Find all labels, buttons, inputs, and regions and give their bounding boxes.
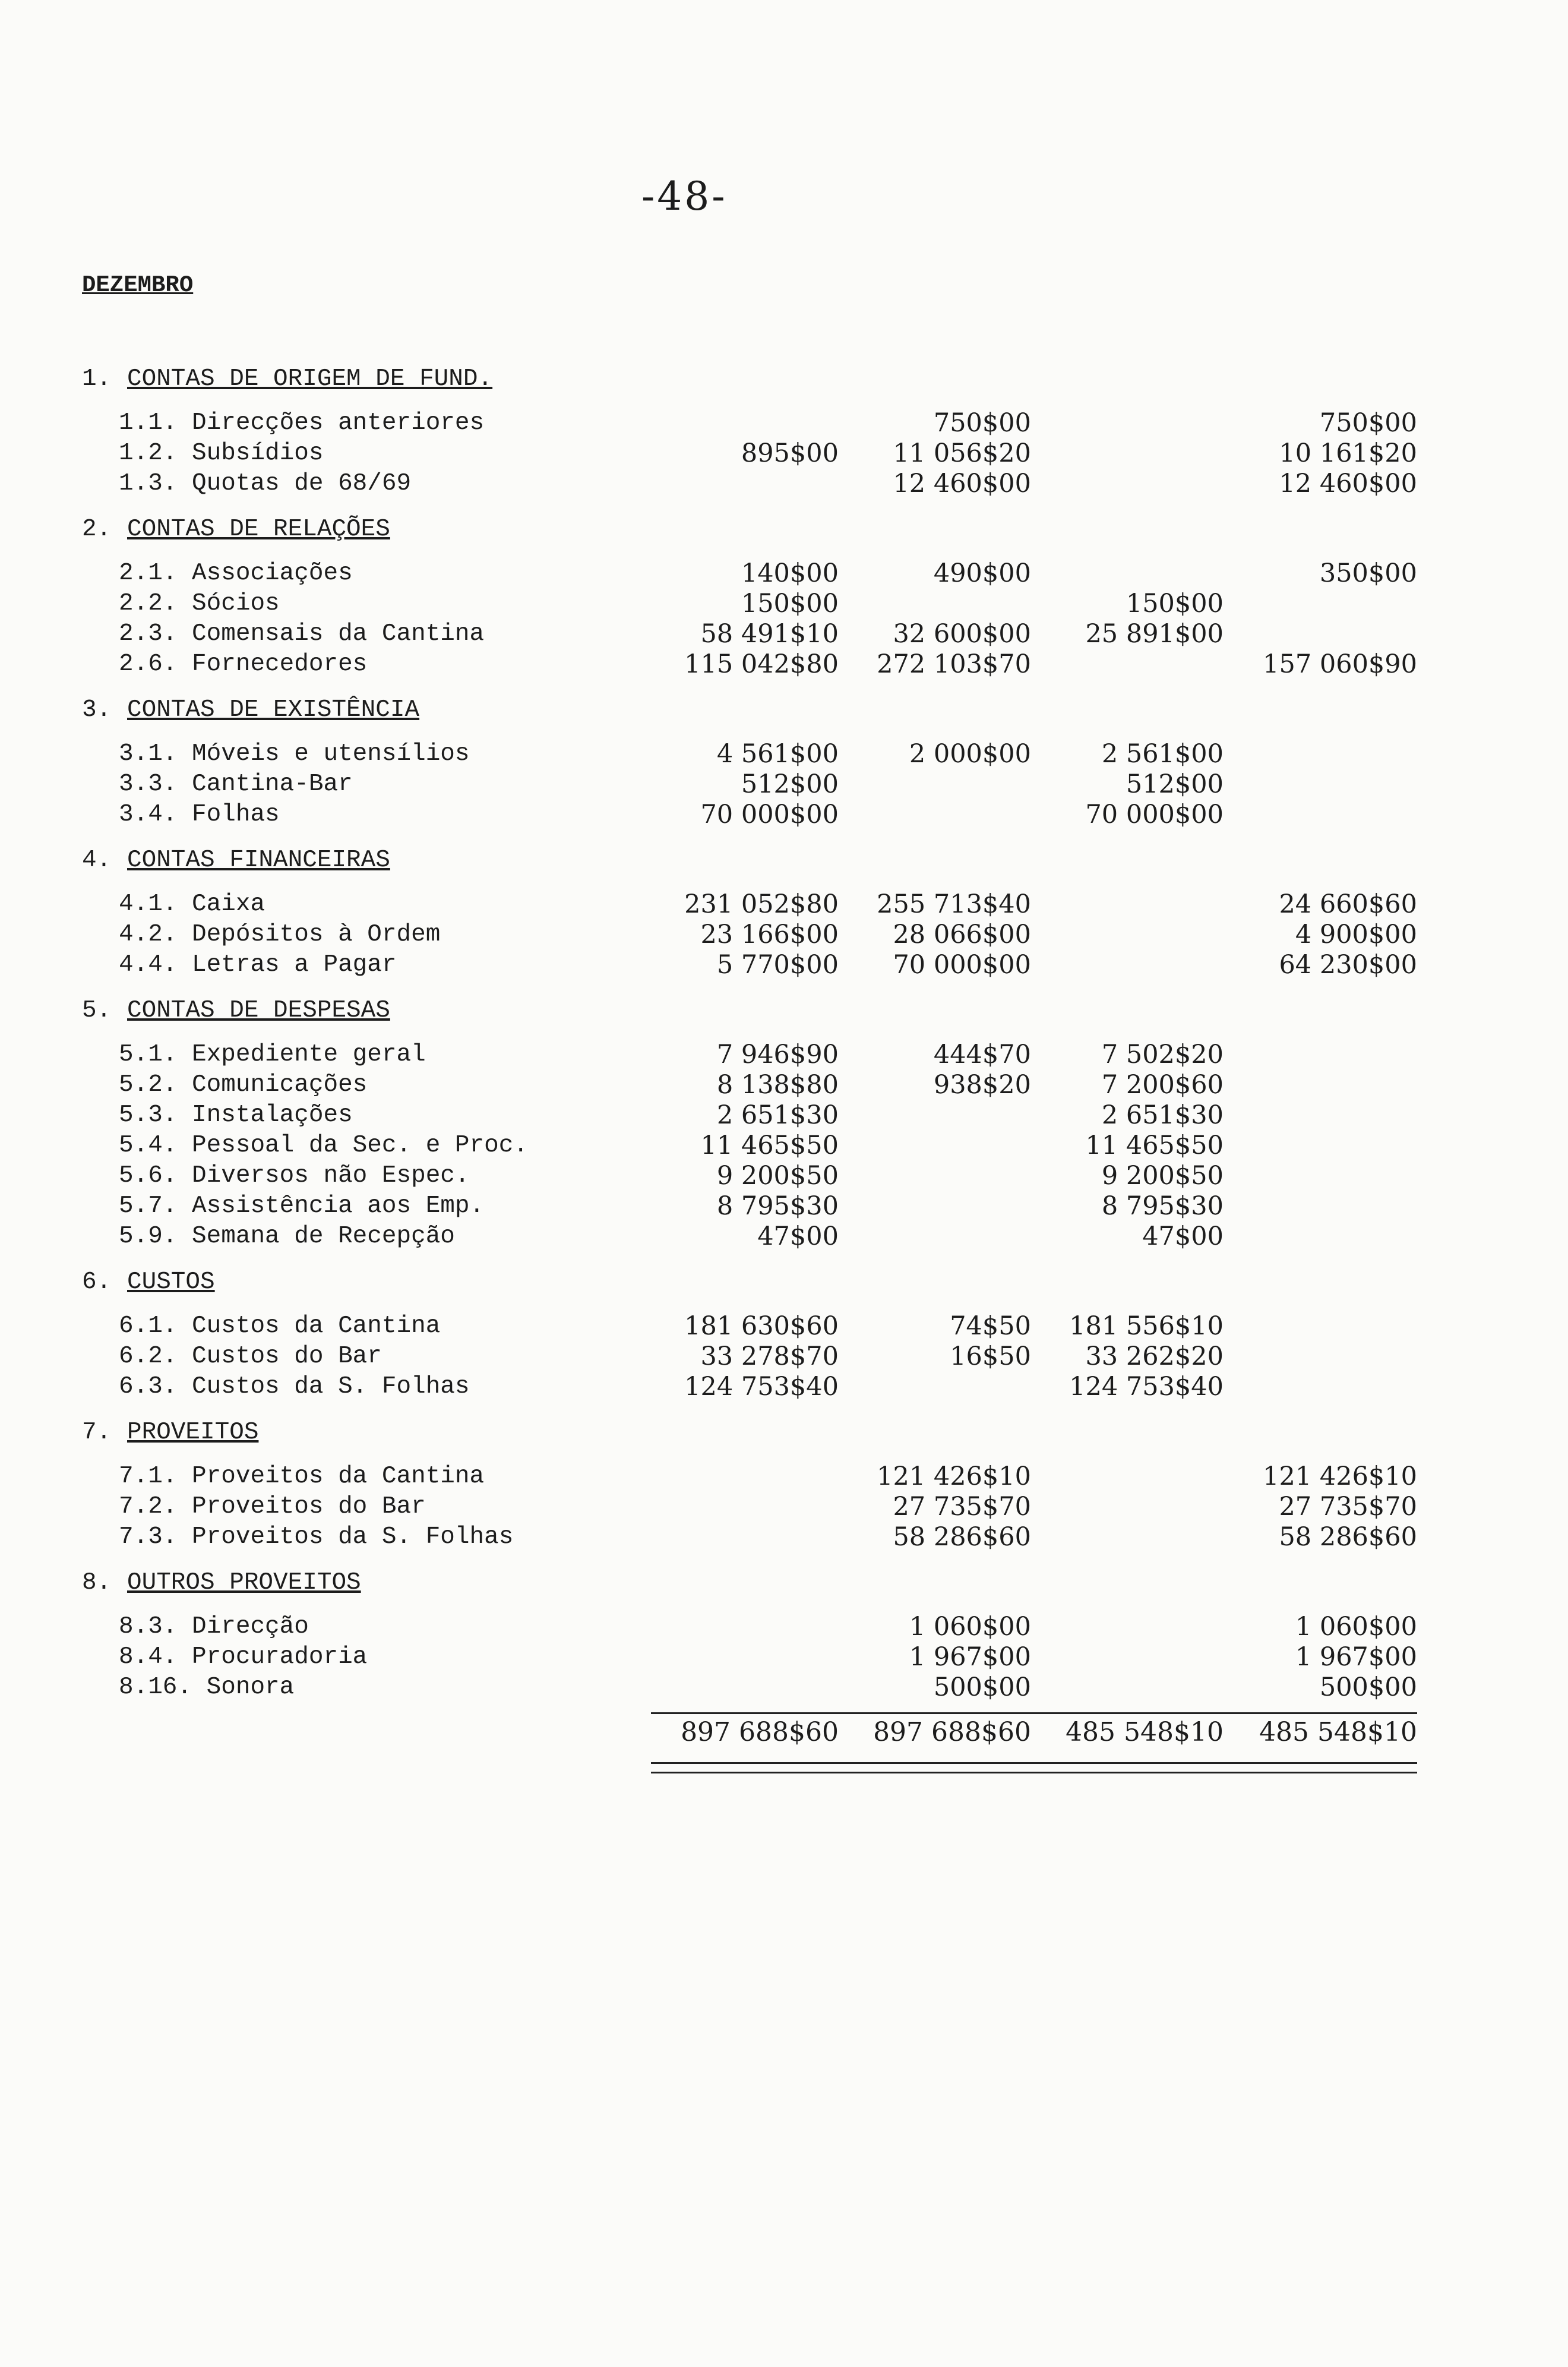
- account-code: 1.2.: [119, 440, 178, 467]
- amount-c2: 2 000$00: [909, 739, 1031, 769]
- amount-c2: 444$70: [933, 1040, 1031, 1069]
- ledger-row: [0, 438, 1568, 469]
- amount-c2: 490$00: [933, 558, 1031, 588]
- account-label: [119, 618, 484, 649]
- amount-c2: 255 713$40: [877, 889, 1031, 919]
- ledger-row: [0, 1130, 1568, 1161]
- account-code: 4.2.: [119, 921, 178, 948]
- amount-c4: 1 060$00: [1295, 1612, 1417, 1642]
- account-name: Custos da S. Folhas: [192, 1373, 470, 1400]
- account-name: Custos da Cantina: [192, 1312, 441, 1340]
- amount-c3: 9 200$50: [1101, 1161, 1224, 1191]
- account-name: Sonora: [206, 1674, 295, 1701]
- amount-c1: 2 651$30: [716, 1100, 839, 1130]
- ledger-row: [0, 1191, 1568, 1222]
- amount-c4: 24 660$60: [1279, 889, 1417, 919]
- ledger-row: [0, 558, 1568, 589]
- account-code: 8.4.: [119, 1643, 178, 1671]
- amount-c1: 70 000$00: [700, 800, 839, 829]
- amount-c1: 58 491$10: [700, 619, 839, 649]
- account-code: 2.1.: [119, 560, 178, 587]
- section-title: CONTAS DE DESPESAS: [127, 997, 390, 1024]
- account-name: Proveitos do Bar: [192, 1493, 426, 1520]
- account-label: [119, 1611, 309, 1642]
- account-label: [119, 1672, 294, 1703]
- section-number: 3.: [82, 696, 112, 724]
- amount-c2: 272 103$70: [877, 649, 1031, 679]
- ledger-row: [0, 1311, 1568, 1342]
- account-code: 5.7.: [119, 1192, 178, 1220]
- amount-c4: 1 967$00: [1295, 1642, 1417, 1672]
- section-title: CUSTOS: [127, 1268, 215, 1296]
- amount-c3: 47$00: [1142, 1222, 1224, 1251]
- account-name: Instalações: [192, 1102, 353, 1129]
- section-number: 2.: [82, 516, 112, 543]
- section-heading: [0, 1267, 1568, 1298]
- amount-c3: 8 795$30: [1101, 1191, 1224, 1221]
- ledger-row: [0, 618, 1568, 649]
- amount-c1: 9 200$50: [716, 1161, 839, 1191]
- total-credit-balance: 485 548$10: [1259, 1717, 1417, 1747]
- amount-c4: 350$00: [1319, 558, 1417, 588]
- amount-c2: 12 460$00: [893, 469, 1031, 498]
- amount-c3: 512$00: [1126, 769, 1224, 799]
- ledger-row: [0, 1160, 1568, 1191]
- account-name: Cantina-Bar: [192, 771, 353, 798]
- account-label: [119, 1341, 382, 1372]
- account-code: 4.4.: [119, 951, 178, 979]
- account-label: [119, 1221, 455, 1252]
- amount-c2: 1 967$00: [909, 1642, 1031, 1672]
- amount-c2: 28 066$00: [893, 920, 1031, 949]
- section-title: PROVEITOS: [127, 1419, 259, 1446]
- ledger-row: [0, 1522, 1568, 1552]
- account-name: Proveitos da Cantina: [192, 1463, 485, 1490]
- section-title: CONTAS FINANCEIRAS: [127, 847, 390, 874]
- account-label: [119, 1311, 440, 1342]
- double-rule-2: [651, 1772, 1417, 1773]
- ledger-row: [0, 649, 1568, 680]
- amount-c3: 11 465$50: [1085, 1131, 1224, 1160]
- ledger-row: [0, 738, 1568, 769]
- account-code: 2.2.: [119, 590, 178, 617]
- account-code: 2.6.: [119, 651, 178, 678]
- ledger-row: [0, 1491, 1568, 1522]
- section-number: 6.: [82, 1268, 112, 1296]
- account-label: [119, 1069, 367, 1100]
- account-code: 6.3.: [119, 1373, 178, 1400]
- section-heading: [0, 845, 1568, 876]
- account-code: 6.2.: [119, 1343, 178, 1370]
- section-number: 1.: [82, 365, 112, 393]
- account-code: 1.1.: [119, 409, 178, 437]
- account-code: 8.3.: [119, 1613, 178, 1640]
- double-rule-1: [651, 1762, 1417, 1764]
- account-code: 5.2.: [119, 1071, 178, 1099]
- section-heading: [0, 695, 1568, 725]
- account-code: 3.1.: [119, 740, 178, 768]
- account-name: Comunicações: [192, 1071, 368, 1099]
- amount-c1: 124 753$40: [684, 1372, 839, 1402]
- section-heading: [0, 995, 1568, 1026]
- amount-c3: 150$00: [1126, 589, 1224, 618]
- account-name: Direcções anteriores: [192, 409, 485, 437]
- section-heading: [0, 1567, 1568, 1598]
- amount-c2: 58 286$60: [893, 1522, 1031, 1552]
- amount-c4: 500$00: [1319, 1672, 1417, 1702]
- totals-row: [0, 1717, 1568, 1748]
- amount-c1: 47$00: [757, 1222, 839, 1251]
- account-name: Folhas: [192, 801, 280, 828]
- amount-c4: 4 900$00: [1295, 920, 1417, 949]
- amount-c1: 150$00: [741, 589, 839, 618]
- account-code: 5.1.: [119, 1041, 178, 1068]
- account-label: [119, 1160, 470, 1191]
- total-debit-balance: 485 548$10: [1066, 1717, 1224, 1747]
- account-label: [119, 438, 323, 469]
- amount-c2: 938$20: [933, 1070, 1031, 1100]
- amount-c1: 231 052$80: [684, 889, 839, 919]
- amount-c1: 5 770$00: [716, 950, 839, 980]
- account-code: 7.2.: [119, 1493, 178, 1520]
- account-name: Quotas de 68/69: [192, 470, 412, 497]
- amount-c2: 750$00: [933, 408, 1031, 438]
- section-title: CONTAS DE RELAÇÕES: [127, 516, 390, 543]
- amount-c4: 58 286$60: [1279, 1522, 1417, 1552]
- account-code: 8.16.: [119, 1674, 192, 1701]
- amount-c2: 70 000$00: [893, 950, 1031, 980]
- account-label: [119, 1491, 426, 1522]
- account-code: 3.4.: [119, 801, 178, 828]
- ledger-row: [0, 468, 1568, 499]
- amount-c4: 750$00: [1319, 408, 1417, 438]
- amount-c1: 115 042$80: [684, 649, 839, 679]
- amount-c2: 1 060$00: [909, 1612, 1031, 1642]
- account-name: Associações: [192, 560, 353, 587]
- amount-c1: 895$00: [741, 438, 839, 468]
- account-label: [119, 738, 470, 769]
- account-name: Depósitos à Ordem: [192, 921, 441, 948]
- ledger-row: [0, 1461, 1568, 1492]
- page-number: -48-: [641, 173, 728, 219]
- account-label: [119, 1191, 484, 1222]
- account-label: [119, 408, 484, 438]
- ledger-row: [0, 1371, 1568, 1402]
- ledger-row: [0, 769, 1568, 800]
- amount-c1: 33 278$70: [700, 1342, 839, 1371]
- amount-c1: 11 465$50: [700, 1131, 839, 1160]
- ledger-row: [0, 408, 1568, 438]
- account-code: 4.1.: [119, 891, 178, 918]
- section-number: 8.: [82, 1569, 112, 1596]
- amount-c2: 27 735$70: [893, 1492, 1031, 1522]
- amount-c2: 11 056$20: [893, 438, 1031, 468]
- account-label: [119, 1522, 513, 1552]
- account-code: 5.3.: [119, 1102, 178, 1129]
- account-name: Subsídios: [192, 440, 324, 467]
- amount-c4: 121 426$10: [1263, 1462, 1417, 1491]
- section-number: 4.: [82, 847, 112, 874]
- account-name: Fornecedores: [192, 651, 368, 678]
- amount-c3: 25 891$00: [1085, 619, 1224, 649]
- account-label: [119, 1039, 426, 1070]
- amount-c1: 512$00: [741, 769, 839, 799]
- account-code: 5.6.: [119, 1162, 178, 1189]
- account-name: Diversos não Espec.: [192, 1162, 470, 1189]
- ledger-row: [0, 1221, 1568, 1252]
- ledger-row: [0, 949, 1568, 980]
- amount-c4: 10 161$20: [1279, 438, 1417, 468]
- account-label: [119, 1642, 367, 1672]
- account-name: Móveis e utensílios: [192, 740, 470, 768]
- account-label: [119, 769, 353, 800]
- account-label: [119, 588, 280, 619]
- ledger-row: [0, 889, 1568, 920]
- amount-c4: 12 460$00: [1279, 469, 1417, 498]
- total-credit: 897 688$60: [873, 1717, 1031, 1747]
- account-label: [119, 1130, 528, 1161]
- account-name: Semana de Recepção: [192, 1223, 455, 1250]
- account-label: [119, 919, 440, 950]
- amount-c4: 157 060$90: [1263, 649, 1417, 679]
- account-name: Sócios: [192, 590, 280, 617]
- account-code: 5.4.: [119, 1132, 178, 1159]
- account-name: Procuradoria: [192, 1643, 368, 1671]
- account-code: 7.1.: [119, 1463, 178, 1490]
- amount-c1: 23 166$00: [700, 920, 839, 949]
- account-label: [119, 949, 397, 980]
- account-code: 1.3.: [119, 470, 178, 497]
- ledger-row: [0, 1069, 1568, 1100]
- amount-c2: 16$50: [950, 1342, 1031, 1371]
- ledger-row: [0, 1642, 1568, 1672]
- account-name: Letras a Pagar: [192, 951, 397, 979]
- section-number: 7.: [82, 1419, 112, 1446]
- account-name: Direcção: [192, 1613, 309, 1640]
- account-code: 2.3.: [119, 620, 178, 648]
- amount-c3: 70 000$00: [1085, 800, 1224, 829]
- section-heading: [0, 514, 1568, 545]
- totals-top-rule: [651, 1712, 1417, 1714]
- account-label: [119, 649, 367, 680]
- section-title: OUTROS PROVEITOS: [127, 1569, 361, 1596]
- account-code: 5.9.: [119, 1223, 178, 1250]
- account-name: Comensais da Cantina: [192, 620, 485, 648]
- account-name: Pessoal da Sec. e Proc.: [192, 1132, 528, 1159]
- account-label: [119, 1461, 484, 1492]
- ledger-row: [0, 919, 1568, 950]
- ledger-row: [0, 1611, 1568, 1642]
- amount-c3: 181 556$10: [1069, 1311, 1224, 1341]
- account-label: [119, 1371, 470, 1402]
- amount-c2: 121 426$10: [877, 1462, 1031, 1491]
- ledger-row: [0, 1100, 1568, 1131]
- amount-c2: 74$50: [950, 1311, 1031, 1341]
- ledger-row: [0, 588, 1568, 619]
- amount-c3: 33 262$20: [1085, 1342, 1224, 1371]
- amount-c2: 500$00: [933, 1672, 1031, 1702]
- ledger-row: [0, 799, 1568, 830]
- account-code: 7.3.: [119, 1523, 178, 1551]
- account-name: Proveitos da S. Folhas: [192, 1523, 514, 1551]
- account-code: 3.3.: [119, 771, 178, 798]
- account-label: [119, 558, 353, 589]
- account-name: Caixa: [192, 891, 265, 918]
- amount-c3: 7 502$20: [1101, 1040, 1224, 1069]
- amount-c1: 140$00: [741, 558, 839, 588]
- ledger-row: [0, 1039, 1568, 1070]
- amount-c1: 8 138$80: [716, 1070, 839, 1100]
- account-name: Expediente geral: [192, 1041, 426, 1068]
- section-title: CONTAS DE ORIGEM DE FUND.: [127, 365, 493, 393]
- amount-c4: 27 735$70: [1279, 1492, 1417, 1522]
- section-heading: [0, 1417, 1568, 1448]
- total-debit: 897 688$60: [681, 1717, 839, 1747]
- account-code: 6.1.: [119, 1312, 178, 1340]
- account-name: Custos do Bar: [192, 1343, 382, 1370]
- amount-c2: 32 600$00: [893, 619, 1031, 649]
- amount-c3: 124 753$40: [1069, 1372, 1224, 1402]
- amount-c3: 2 651$30: [1101, 1100, 1224, 1130]
- amount-c1: 8 795$30: [716, 1191, 839, 1221]
- section-title: CONTAS DE EXISTÊNCIA: [127, 696, 420, 724]
- account-label: [119, 799, 280, 830]
- amount-c3: 2 561$00: [1101, 739, 1224, 769]
- amount-c4: 64 230$00: [1279, 950, 1417, 980]
- amount-c1: 4 561$00: [716, 739, 839, 769]
- section-number: 5.: [82, 997, 112, 1024]
- ledger-row: [0, 1672, 1568, 1703]
- amount-c1: 181 630$60: [684, 1311, 839, 1341]
- account-name: Assistência aos Emp.: [192, 1192, 485, 1220]
- account-label: [119, 468, 411, 499]
- ledger-row: [0, 1341, 1568, 1372]
- section-heading: [0, 364, 1568, 394]
- account-label: [119, 889, 265, 920]
- amount-c1: 7 946$90: [716, 1040, 839, 1069]
- account-label: [119, 1100, 353, 1131]
- amount-c3: 7 200$60: [1101, 1070, 1224, 1100]
- month-heading: DEZEMBRO: [82, 272, 194, 298]
